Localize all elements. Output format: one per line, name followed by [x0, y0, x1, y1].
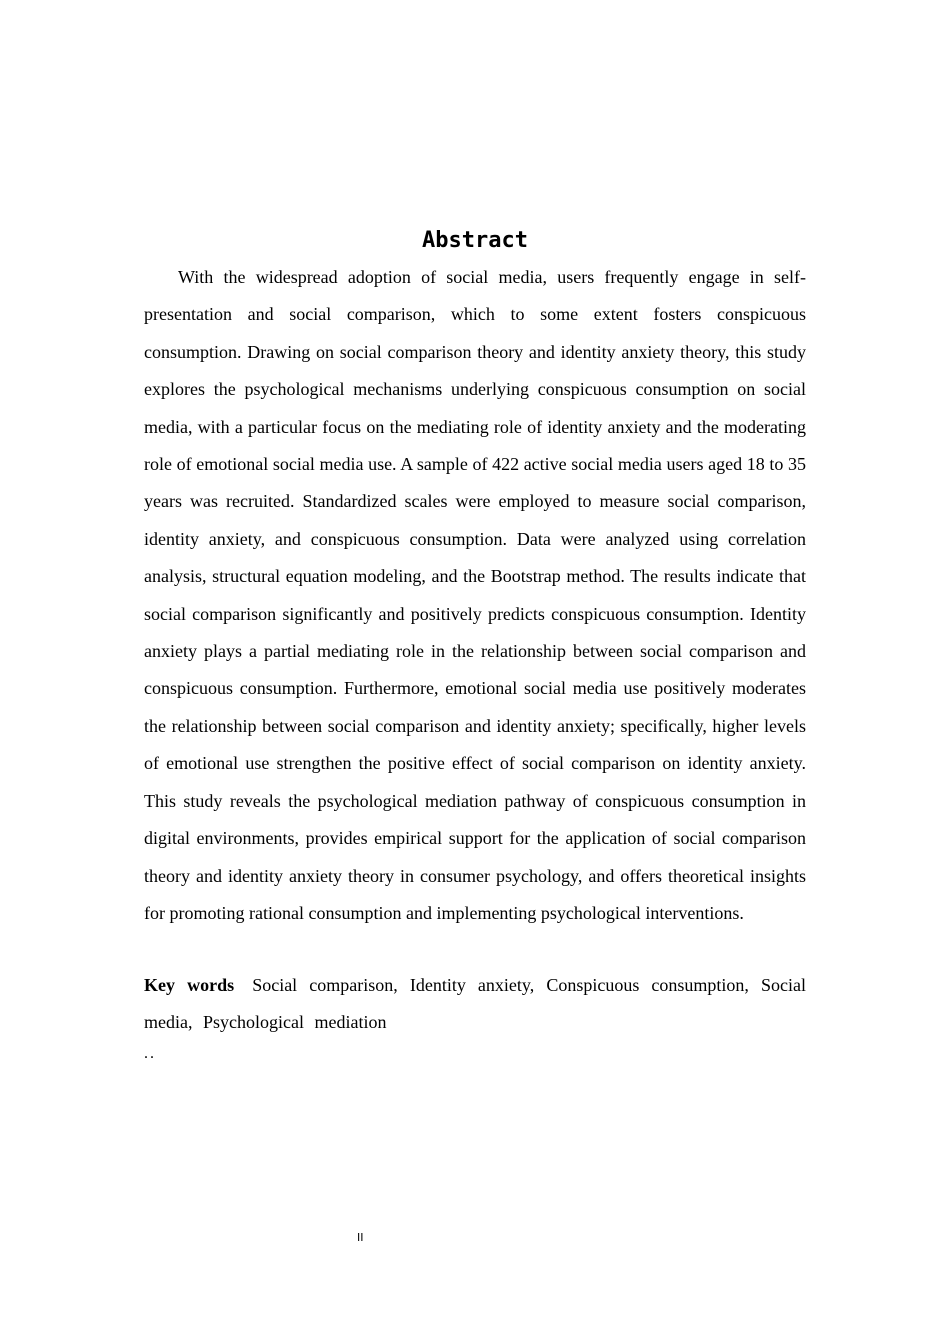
trailing-marks: ..: [144, 1045, 156, 1062]
keywords-text: Social comparison, Identity anxiety, Conspicuous consumption, Social media, Psychological mediation: [144, 975, 807, 1033]
page-number: II: [357, 1231, 364, 1244]
keywords-label: Key words: [144, 975, 235, 995]
abstract-title: Abstract: [422, 228, 528, 253]
keywords-line: [144, 967, 806, 1042]
abstract-body: With the widespread adoption of social media, users frequently engage in self-presentation and social comparison, which to some extent fosters conspicuous consumption. Drawing on social comparison theory and identity anxiety theory, this study explores the psychological mechanisms underlying conspicuous consumption on social media, with a particular focus on the mediating role of identity anxiety and the moderating role of emotional social media use. A sample of 422 active social media users aged 18 to 35 years was recruited. Standardized scales were employed to measure social comparison, identity anxiety, and conspicuous consumption. Data were analyzed using correlation analysis, structural equation modeling, and the Bootstrap method. The results indicate that social comparison significantly and positively predicts conspicuous consumption. Identity anxiety plays a partial mediating role in the relationship between social comparison and conspicuous consumption. Furthermore, emotional social media use positively moderates the relationship between social comparison and identity anxiety; specifically, higher levels of emotional use strengthen the positive effect of social comparison on identity anxiety. This study reveals the psychological mediation pathway of conspicuous consumption in digital environments, provides empirical support for the application of social comparison theory and identity anxiety theory in consumer psychology, and offers theoretical insights for promoting rational consumption and implementing psychological interventions.: [144, 267, 806, 923]
